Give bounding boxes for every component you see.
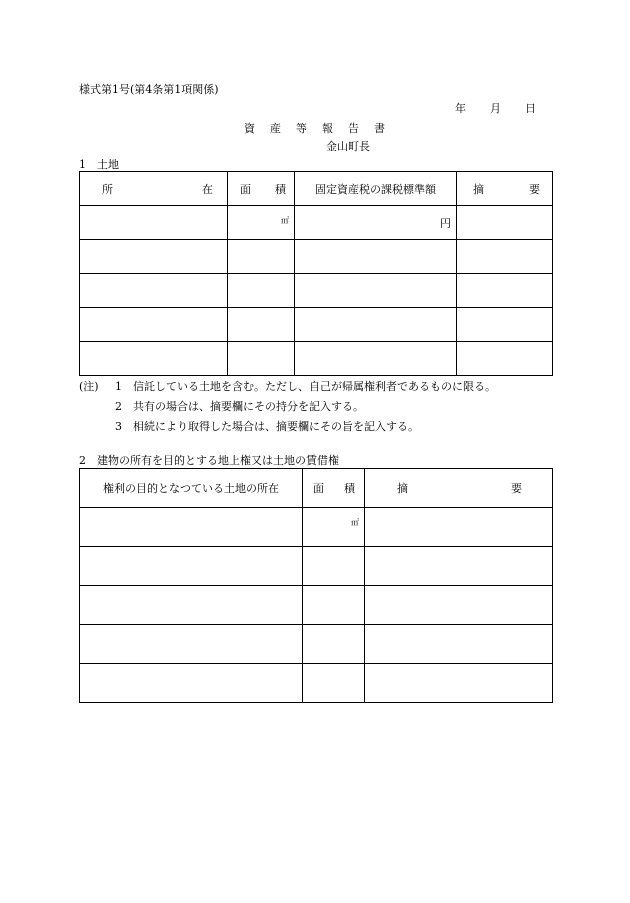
- title-char: 産: [270, 122, 282, 135]
- note-number: 3: [115, 420, 122, 433]
- cell-remarks[interactable]: [365, 508, 553, 547]
- header-location: 所 在: [80, 172, 228, 206]
- note-number: 2: [115, 400, 122, 413]
- note-2: [79, 398, 364, 414]
- table-header-row: [80, 469, 553, 508]
- leasehold-table: [79, 468, 553, 703]
- note-text: 相続により取得した場合は、摘要欄にその旨を記入する。: [133, 420, 419, 433]
- date-year: 年: [455, 102, 466, 115]
- document-title: [0, 120, 630, 136]
- title-char: 報: [322, 122, 334, 135]
- table-row: [80, 206, 553, 240]
- addressee: 金山町長: [326, 140, 370, 153]
- table-row: [80, 625, 553, 664]
- table-header-row: [80, 172, 553, 206]
- table-row: [80, 342, 553, 376]
- unit-sqm: ㎡: [228, 206, 295, 240]
- header-tax-value: 固定資産税の課税標準額: [295, 172, 457, 206]
- note-1: [79, 378, 496, 394]
- section2-heading: 2 建物の所有を目的とする地上権又は土地の賃借権: [79, 454, 339, 467]
- table-row: [80, 586, 553, 625]
- title-char: 告: [348, 122, 360, 135]
- table-row: [80, 664, 553, 703]
- header-remarks: 摘 要: [457, 172, 553, 206]
- note-3: [79, 418, 419, 434]
- note-label: (注): [79, 380, 99, 393]
- table-row: [80, 547, 553, 586]
- table-row: [80, 274, 553, 308]
- header-area: 面 積: [228, 172, 295, 206]
- table-row: [80, 308, 553, 342]
- date-day: 日: [525, 102, 536, 115]
- unit-yen: 円: [295, 206, 457, 240]
- header-area: 面 積: [303, 469, 365, 508]
- title-char: 等: [296, 122, 308, 135]
- note-number: 1: [115, 380, 122, 393]
- note-text: 共有の場合は、摘要欄にその持分を記入する。: [133, 400, 364, 413]
- table-row: [80, 508, 553, 547]
- section1-heading: 1 土地: [79, 158, 119, 171]
- table-row: [80, 240, 553, 274]
- title-char: 書: [374, 122, 386, 135]
- cell-remarks[interactable]: [457, 206, 553, 240]
- header-remarks: 摘 要: [365, 469, 553, 508]
- cell-location[interactable]: [80, 206, 228, 240]
- header-land-location: 権利の目的となつている土地の所在: [80, 469, 303, 508]
- date-month: 月: [490, 102, 501, 115]
- title-char: 資: [244, 122, 256, 135]
- form-number: 様式第1号(第4条第1項関係): [79, 83, 219, 96]
- unit-sqm: ㎡: [303, 508, 365, 547]
- cell-land-location[interactable]: [80, 508, 303, 547]
- note-text: 信託している土地を含む。ただし、自己が帰属権利者であるものに限る。: [133, 380, 496, 393]
- land-table: [79, 171, 553, 376]
